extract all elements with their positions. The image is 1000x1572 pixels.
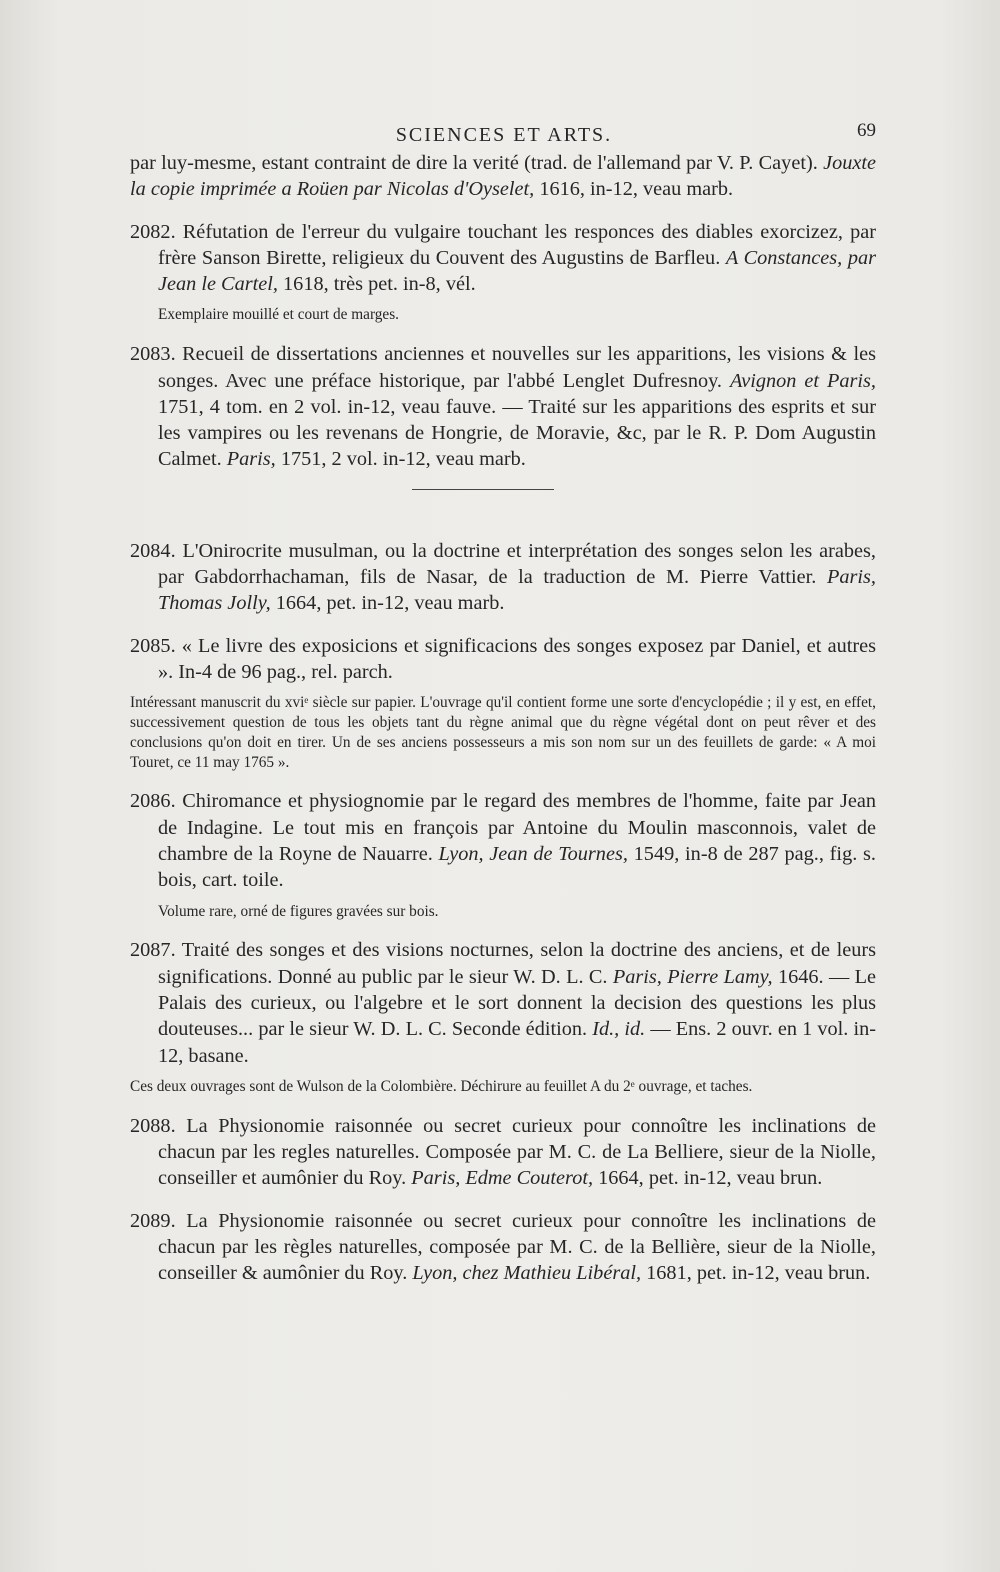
- entry-note: Ces deux ouvrages sont de Wulson de la Colombière. Déchirure au feuillet A du 2ᵉ ouvrage, et taches.: [130, 1077, 753, 1095]
- entry-note: Volume rare, orné de figures gravées sur bois.: [158, 902, 439, 920]
- entry-text: [130, 1113, 876, 1192]
- entry-text: [130, 788, 876, 893]
- entry-number: 2085.: [130, 634, 176, 657]
- entry-note: Intéressant manuscrit du xviᵉ siècle sur papier. L'ouvrage qu'il contient forme une sorte d'encyclopédie ; il y est, en effet, successivement question de tous les objets tant du règne animal que du règne végétal dont on peut rêver et des conclusions qu'on doit en tirer. Un de ses anciens possesseurs a mis son nom sur un des feuillets de garde: « A moi Touret, ce 11 may 1765 ».: [130, 694, 876, 771]
- entry-number: 2082.: [130, 220, 176, 243]
- catalogue-entry: [130, 538, 876, 617]
- catalogue-entry: [130, 1113, 876, 1192]
- entry-segment: L'Onirocrite musulman, ou la doctrine et interprétation des songes selon les arabes, par Gabdorrhachaman, fils de Nasar, de la traduction de M. Pierre Vattier.: [158, 539, 876, 589]
- catalogue-entry: [130, 150, 876, 203]
- entry-imprint-italic: A Constances, par Jean le Cartel,: [158, 246, 877, 296]
- entry-imprint-italic: Id., id.: [592, 1018, 646, 1041]
- entry-text: [130, 341, 876, 472]
- entry-segment: 1681, pet. in-12, veau brun.: [641, 1262, 871, 1285]
- entry-segment: 1618, très pet. in-8, vél.: [277, 273, 476, 296]
- catalogue-entry: [130, 633, 876, 773]
- entry-text: [130, 633, 876, 686]
- entry-text: [130, 150, 876, 203]
- entry-segment: par luy-mesme, estant contraint de dire la verité (trad. de l'allemand par V. P. Cayet).: [130, 152, 824, 174]
- entry-segment: La Physionomie raisonnée ou secret curieux pour connoître les inclinations de chacun par les règles naturelles, composée par M. C. de la Bellière, sieur de la Niolle, conseiller & aumônier du Roy.: [158, 1209, 876, 1285]
- entry-segment: Réfutation de l'erreur du vulgaire touchant les responces des diables exorcizez, par frère Sanson Birette, religieux du Couvent des Augustins de Barfleu.: [158, 220, 876, 269]
- entry-imprint-italic: Paris, Thomas Jolly,: [158, 566, 876, 615]
- entry-segment: 1664, pet. in-12, veau marb.: [270, 592, 505, 615]
- page-number: 69: [857, 120, 876, 141]
- running-title: SCIENCES ET ARTS.: [395, 124, 613, 146]
- catalogue-entry: [130, 219, 876, 326]
- entry-segment: « Le livre des exposicions et significacions des songes exposez par Daniel, et autres ». In-4 de 96 pag., rel. parch.: [158, 634, 876, 683]
- entry-segment: 1616, in-12, veau marb.: [534, 178, 734, 201]
- entry-number: 2086.: [130, 790, 176, 813]
- entry-imprint-italic: Lyon, chez Mathieu Libéral,: [412, 1262, 642, 1285]
- catalogue-entry: [130, 341, 876, 472]
- entry-text: [130, 538, 876, 617]
- entry-number: 2084.: [130, 539, 176, 562]
- catalogue-entry: [130, 937, 876, 1096]
- entry-segment: 1646. — Le Palais des curieux, ou l'algebre et le sort donnent la decision des questions les plus douteuses... par le sieur W. D. L. C. Seconde édition.: [158, 965, 876, 1041]
- entry-segment: Chiromance et physiognomie par le regard des membres de l'homme, faite par Jean de Indagine. Le tout mis en françois par Antoine du Moulin masconnois, valet de chambre de la Royne de Nauarre.: [158, 790, 876, 866]
- entry-segment: 1751, 2 vol. in-12, veau marb.: [275, 448, 526, 471]
- catalogue-entry: [130, 1208, 876, 1287]
- entry-imprint-italic: Lyon, Jean de Tournes,: [438, 843, 628, 866]
- entry-number: 2088.: [130, 1114, 176, 1137]
- entry-number: 2089.: [130, 1209, 176, 1232]
- page-header: [132, 120, 876, 150]
- entry-segment: 1751, 4 tom. en 2 vol. in-12, veau fauve. — Traité sur les apparitions des esprits et sur les vampires ou les revenans de Hongrie, de Moravie, &c, par le R. P. Dom Augustin Calmet.: [158, 395, 876, 471]
- entry-text: [130, 1208, 876, 1287]
- catalogue-entries: [130, 150, 876, 1302]
- entry-segment: 1549, in-8 de 287 pag., fig. s. bois, cart. toile.: [158, 843, 876, 892]
- entry-segment: — Ens. 2 ouvr. en 1 vol. in-12, basane.: [158, 1018, 877, 1067]
- entry-segment: Recueil de dissertations anciennes et nouvelles sur les apparitions, les visions & les songes. Avec une préface historique, par l'abbé Lenglet Dufresnoy.: [158, 343, 876, 392]
- entry-imprint-italic: Paris,: [226, 448, 276, 471]
- entry-imprint-italic: Paris, Pierre Lamy,: [612, 965, 773, 988]
- catalogue-entry: [130, 788, 876, 921]
- section-separator: [412, 489, 554, 490]
- entry-note: Exemplaire mouillé et court de marges.: [158, 306, 399, 324]
- entry-number: 2087.: [130, 939, 176, 962]
- entry-imprint-italic: Jouxte la copie imprimée a Roüen par Nicolas d'Oyselet,: [130, 152, 876, 201]
- entry-segment: Traité des songes et des visions nocturnes, selon la doctrine des anciens, et de leurs significations. Donné au public par le sieur W. D. L. C.: [158, 939, 876, 988]
- entry-imprint-italic: Paris, Edme Couterot,: [411, 1167, 594, 1190]
- entry-imprint-italic: Avignon et Paris,: [729, 369, 877, 392]
- entry-text: [130, 219, 876, 298]
- entry-segment: La Physionomie raisonnée ou secret curieux pour connoître les inclinations de chacun par les regles naturelles. Composée par M. C. de La Belliere, sieur de la Niolle, conseiller et aumônier du Roy.: [158, 1114, 876, 1190]
- entry-text: [130, 937, 876, 1068]
- entry-number: 2083.: [130, 343, 176, 366]
- entry-segment: 1664, pet. in-12, veau brun.: [593, 1167, 823, 1190]
